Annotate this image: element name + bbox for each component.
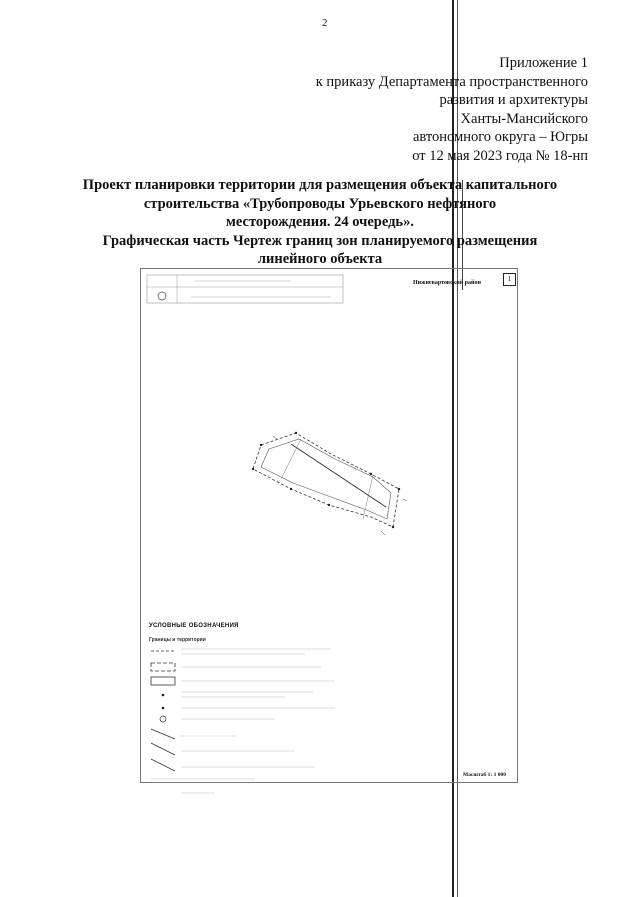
legend-section: Границы и территории: [149, 637, 206, 643]
scale-label: Масштаб 1: 1 000: [463, 772, 507, 778]
drawing-sheet: [140, 268, 518, 783]
heading-line: Проект планировки территории для размещения объекта капитального: [82, 177, 558, 193]
heading-line: Графическая часть Чертеж границ зон планируемого размещения: [102, 232, 538, 249]
appendix-line: к приказу Департамента пространственного: [315, 73, 588, 90]
appendix-line: развития и архитектуры: [439, 92, 588, 108]
legend-symbols: [145, 641, 365, 801]
legend-title: УСЛОВНЫЕ ОБОЗНАЧЕНИЯ: [149, 623, 239, 629]
heading-line: линейного объекта: [257, 251, 383, 267]
district-label: Нижневартовский район: [413, 280, 481, 286]
heading-line: месторождения. 24 очередь».: [226, 214, 414, 230]
appendix-line: автономного округа – Югры: [412, 129, 588, 145]
zone-plan-drawing: [141, 269, 519, 589]
appendix-line: Ханты-Мансийского: [460, 110, 588, 127]
document-heading: [60, 176, 580, 269]
appendix-line: от 12 мая 2023 года № 18-нп: [412, 147, 588, 164]
page-number: 2: [322, 17, 328, 29]
appendix-line: Приложение 1: [499, 55, 588, 71]
appendix-block: [258, 54, 588, 165]
heading-line: строительства «Трубопроводы Урьевского нефтяного: [143, 195, 497, 212]
sheet-number: 1: [503, 273, 516, 286]
